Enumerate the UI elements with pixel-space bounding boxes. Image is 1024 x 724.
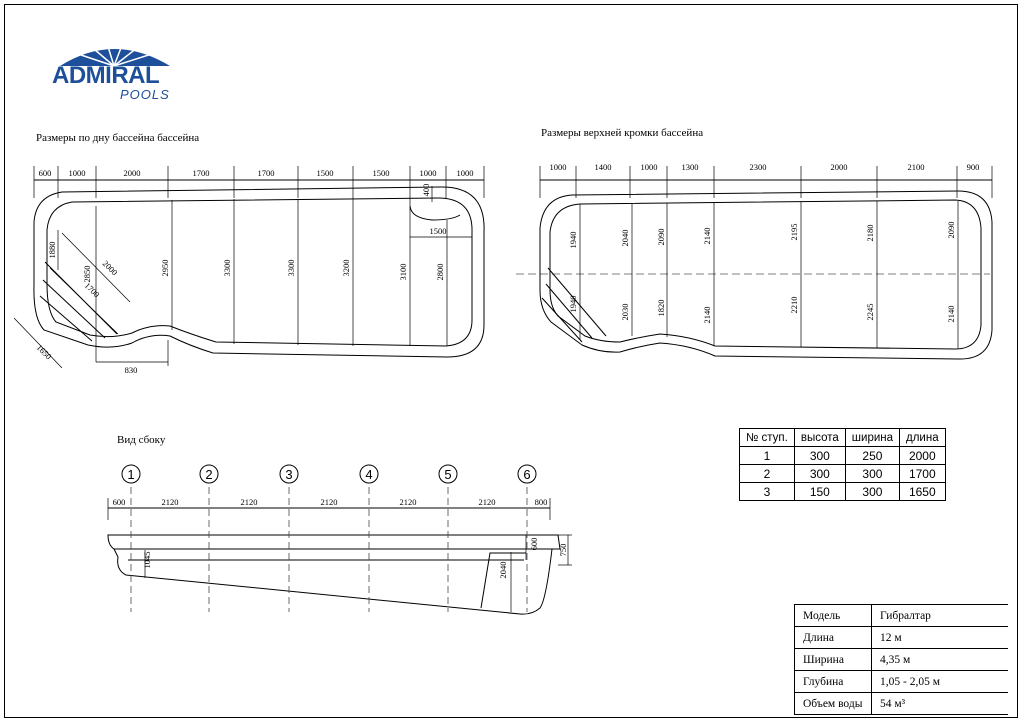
bottom-dim-9: 1000 <box>456 168 474 178</box>
steps-header: ширина <box>845 429 899 447</box>
side-dim-1: 600 <box>112 497 126 507</box>
bottom-dim-2: 1000 <box>68 168 86 178</box>
top-lower-6: 2245 <box>865 303 875 321</box>
bottom-width-5: 3100 <box>398 263 408 281</box>
bottom-dim-5: 1700 <box>257 168 275 178</box>
side-dim-7: 800 <box>534 497 548 507</box>
table-cell: 1 <box>740 447 795 465</box>
depth-deep: 2040 <box>498 561 508 579</box>
marker-4: 4 <box>365 467 373 482</box>
top-plan-drawing <box>516 166 992 359</box>
side-dim-2: 2120 <box>161 497 179 507</box>
bottom-dim-1700: 1700 <box>82 280 102 300</box>
depth-shallow: 1045 <box>142 551 152 569</box>
top-dim-8: 900 <box>966 162 980 172</box>
table-cell: 2 <box>740 465 795 483</box>
top-lower-1: 1940 <box>568 295 578 313</box>
top-dim-2: 1400 <box>594 162 612 172</box>
bottom-dim-6: 1500 <box>316 168 334 178</box>
marker-2: 2 <box>205 467 213 482</box>
marker-6: 6 <box>523 467 531 482</box>
top-upper-5: 2195 <box>789 223 799 241</box>
top-upper-1: 1940 <box>568 231 578 249</box>
spec-key: Объем воды <box>795 693 872 715</box>
marker-3: 3 <box>285 467 293 482</box>
bottom-dim-1650: 1650 <box>34 342 54 362</box>
top-upper-4: 2140 <box>702 227 712 245</box>
steps-header-row <box>740 429 946 447</box>
table-cell: 250 <box>845 447 899 465</box>
bottom-dim-8: 1000 <box>419 168 437 178</box>
table-row <box>740 483 946 501</box>
spec-table <box>794 604 1008 715</box>
bottom-plan-title: Размеры по дну бассейна бассейна <box>36 132 200 144</box>
top-dim-7: 2100 <box>907 162 925 172</box>
top-dim-5: 2300 <box>749 162 767 172</box>
top-lower-4: 2140 <box>702 306 712 324</box>
table-row <box>740 447 946 465</box>
table-cell: 1700 <box>900 465 946 483</box>
bottom-dim-2000: 2000 <box>100 258 120 278</box>
spec-row <box>795 605 1009 627</box>
side-dim-4: 2120 <box>320 497 338 507</box>
table-row <box>740 465 946 483</box>
bottom-width-3: 3300 <box>286 259 296 277</box>
table-cell: 300 <box>845 465 899 483</box>
spec-row <box>795 693 1009 715</box>
side-view-drawing <box>108 465 572 614</box>
bottom-width-1: 2950 <box>160 259 170 277</box>
spec-key: Ширина <box>795 649 872 671</box>
steps-table <box>739 428 946 501</box>
steps-header: длина <box>900 429 946 447</box>
bottom-width-2: 3300 <box>222 259 232 277</box>
top-lower-2: 2030 <box>620 303 630 321</box>
side-dim-5: 2120 <box>399 497 417 507</box>
bottom-dim-1880: 1880 <box>47 241 57 259</box>
bottom-dim-830: 830 <box>124 365 138 375</box>
bottom-width-4: 3200 <box>341 259 351 277</box>
table-cell: 300 <box>794 465 845 483</box>
spec-value: Гибралтар <box>872 605 1009 627</box>
top-upper-2: 2040 <box>620 229 630 247</box>
depth-step: 600 <box>529 537 539 551</box>
top-dim-1: 1000 <box>549 162 567 172</box>
table-cell: 300 <box>845 483 899 501</box>
table-cell: 1650 <box>900 483 946 501</box>
top-dim-3: 1000 <box>640 162 658 172</box>
spec-key: Глубина <box>795 671 872 693</box>
marker-1: 1 <box>127 467 135 482</box>
bottom-width-6: 2800 <box>435 263 445 281</box>
top-upper-6: 2180 <box>865 224 875 242</box>
bottom-dim-400: 400 <box>421 183 431 197</box>
spec-key: Длина <box>795 627 872 649</box>
bottom-dim-4: 1700 <box>192 168 210 178</box>
top-upper-7: 2090 <box>946 221 956 239</box>
marker-5: 5 <box>444 467 452 482</box>
steps-header: № ступ. <box>740 429 795 447</box>
top-upper-3: 2090 <box>656 228 666 246</box>
bottom-dim-3: 2000 <box>123 168 141 178</box>
bottom-dim-7: 1500 <box>372 168 390 178</box>
spec-value: 4,35 м <box>872 649 1009 671</box>
steps-header: высота <box>794 429 845 447</box>
spec-value: 12 м <box>872 627 1009 649</box>
spec-value: 54 м³ <box>872 693 1009 715</box>
depth-rim: 750 <box>558 543 568 557</box>
spec-key: Модель <box>795 605 872 627</box>
spec-row <box>795 671 1009 693</box>
side-dim-6: 2120 <box>478 497 496 507</box>
bottom-dim-1500: 1500 <box>429 226 447 236</box>
bottom-dim-1: 600 <box>38 168 52 178</box>
spec-row <box>795 627 1009 649</box>
table-cell: 300 <box>794 447 845 465</box>
top-lower-5: 2210 <box>789 296 799 314</box>
side-view-title: Вид сбоку <box>117 434 166 446</box>
bottom-dim-2850: 2850 <box>82 265 92 283</box>
top-lower-7: 2140 <box>946 305 956 323</box>
spec-value: 1,05 - 2,05 м <box>872 671 1009 693</box>
brand-name: ADMIRAL <box>52 62 160 89</box>
top-plan-title: Размеры верхней кромки бассейна <box>541 127 704 139</box>
table-cell: 3 <box>740 483 795 501</box>
table-cell: 150 <box>794 483 845 501</box>
top-lower-3: 1820 <box>656 299 666 317</box>
top-dim-4: 1300 <box>681 162 699 172</box>
top-dim-6: 2000 <box>830 162 848 172</box>
table-cell: 2000 <box>900 447 946 465</box>
spec-row <box>795 649 1009 671</box>
side-dim-3: 2120 <box>240 497 258 507</box>
brand-sub: POOLS <box>120 87 170 102</box>
